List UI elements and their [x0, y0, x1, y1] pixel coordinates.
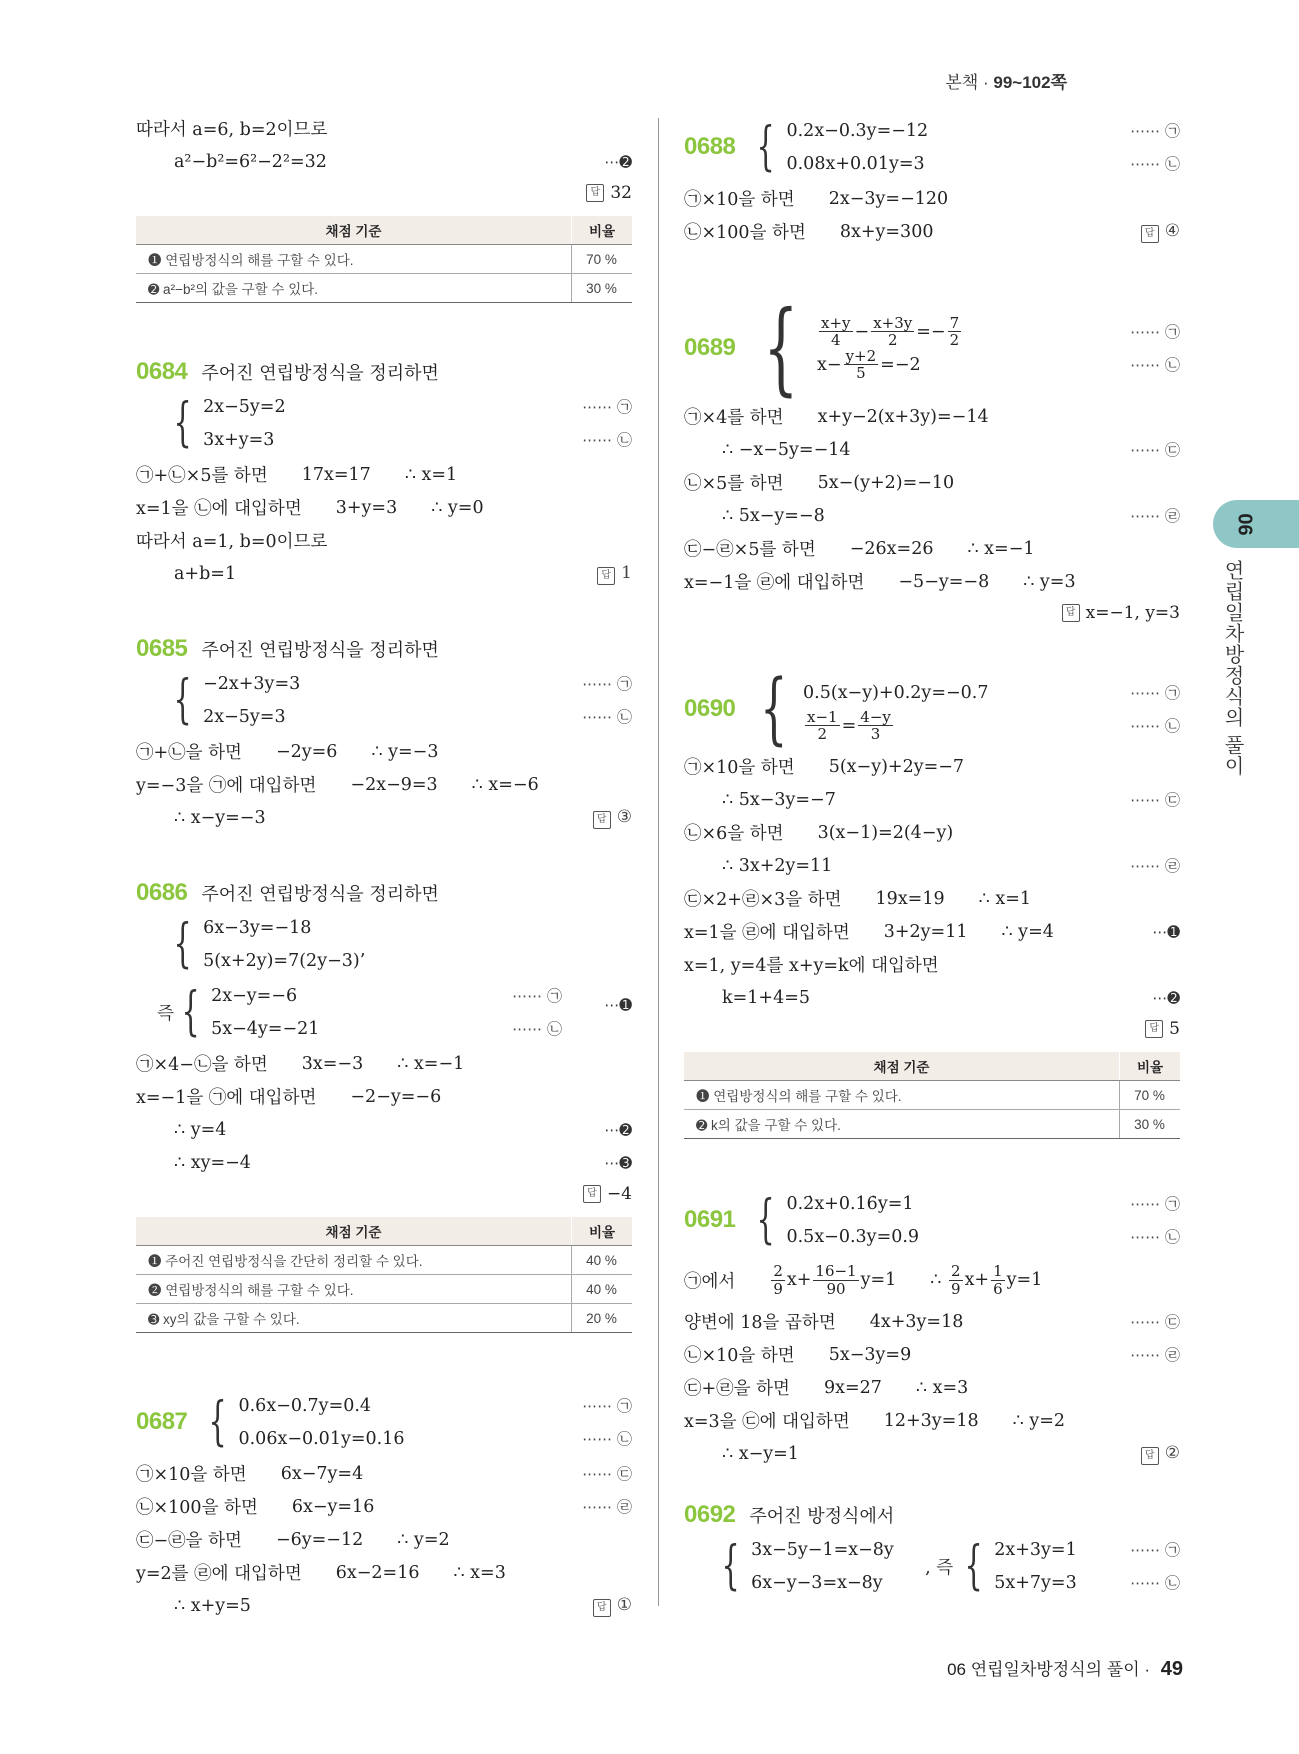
equation-system: { 2x−5y=2 ⋯⋯ ㉠ 3x+y=3 ⋯⋯ ㉡ [173, 393, 632, 453]
brace-icon: { [208, 1392, 228, 1452]
step-marker: ⋯➊ [604, 996, 632, 1014]
answer-value: ④ [1164, 220, 1180, 241]
answer-value: 1 [621, 562, 632, 583]
answer-line [684, 598, 1180, 628]
brace-icon: { [173, 670, 192, 730]
brace-icon: { [763, 289, 799, 406]
problem-number: 0691 [684, 1206, 736, 1233]
grading-table: 채점 기준 비율 ➊ 연립방정식의 해를 구할 수 있다. 70 % ➋ a²−b²의 값을 구할 수 있다. 30 % [136, 216, 632, 303]
table-row: ➊ 연립방정식의 해를 구할 수 있다. 70 % [684, 1081, 1180, 1110]
page-footer: 06 연립일차방정식의 풀이 · 49 [947, 1658, 1183, 1680]
brace-icon: { [756, 1190, 776, 1250]
answer-value: 32 [610, 183, 632, 203]
problem-number: 0684 [136, 357, 188, 385]
problem-number: 0686 [136, 878, 188, 906]
page-range-ref: 본책 · 99~102쪽 [945, 73, 1067, 92]
problem-number: 0687 [136, 1408, 188, 1435]
text-line: 따라서 a=6, b=2이므로 [136, 120, 328, 140]
answer-line [136, 1179, 632, 1209]
brace-icon: { [173, 914, 192, 974]
equation-system: 즉 { 2x−y=−6 ⋯⋯ ㉠ 5x−4y=−21 ⋯⋯ ㉡ ⋯➊ [157, 982, 632, 1042]
table-row: ➌ xy의 값을 구할 수 있다. 20 % [136, 1304, 632, 1333]
grading-table: 채점 기준 비율 ➊ 주어진 연립방정식을 간단히 정리할 수 있다. 40 % ➋ 연립방정식의 해를 구할 수 있다. 40 % ➌ xy의 값을 구할 수 있다. 20 % [136, 1217, 632, 1333]
problem-number: 0692 [684, 1500, 736, 1528]
answer-icon: 답 [1141, 1447, 1159, 1465]
page-range: 99~102쪽 [993, 73, 1067, 92]
brace-icon: { [181, 982, 200, 1042]
equation-system: { −2x+3y=3 ⋯⋯ ㉠ 2x−5y=3 ⋯⋯ ㉡ [173, 670, 632, 730]
answer-value: ② [1164, 1442, 1180, 1463]
answer-value: x=−1, y=3 [1085, 603, 1180, 623]
brace-icon: { [760, 664, 788, 754]
answer-icon: 답 [1062, 604, 1080, 622]
problem-0685-heading: 0685 주어진 연립방정식을 정리하면 [136, 634, 439, 662]
table-row: ➋ 연립방정식의 해를 구할 수 있다. 40 % [136, 1275, 632, 1304]
brace-icon: { [964, 1536, 983, 1596]
book-label: 본책 [945, 73, 979, 92]
problem-0684-heading: 0684 주어진 연립방정식을 정리하면 [136, 357, 439, 385]
brace-icon: { [173, 393, 192, 453]
step-marker: ⋯➋ [604, 152, 632, 171]
brace-icon: { [721, 1536, 740, 1596]
problem-number: 0685 [136, 634, 188, 662]
answer-icon: 답 [593, 811, 611, 829]
table-row: ➋ k의 값을 구할 수 있다. 30 % [684, 1110, 1180, 1139]
equation-system: { 3x−5y−1=x−8y 6x−y−3=x−8y , 즉 { 2x+3y=1 ⋯⋯ ㉠ 5x+7y=3 ⋯⋯ ㉡ [721, 1536, 1180, 1596]
text-line: a²−b²=6²−2²=32 ⋯➋ [174, 151, 632, 172]
grading-table: 채점 기준 비율 ➊ 연립방정식의 해를 구할 수 있다. 70 % ➋ k의 값을 구할 수 있다. 30 % [684, 1052, 1180, 1139]
problem-0690-heading: 0690 { 0.5(x−y)+0.2y=−0.7 ⋯⋯ ㉠ $\frac{x-1}{2}$ = $\frac{4-y}{3}$ ⋯⋯ ㉡ [684, 664, 1180, 754]
step-marker: ⋯➌ [604, 1153, 632, 1172]
problem-0688-heading: 0688 { 0.2x−0.3y=−12 ⋯⋯ ㉠ 0.08x+0.01y=3 ⋯⋯ ㉡ [684, 117, 1180, 177]
problem-number: 0688 [684, 133, 736, 160]
answer-icon: 답 [583, 1185, 601, 1203]
left-column: 따라서 a=6, b=2이므로 a²−b²=6²−2²=32 ⋯➋ 답 32 채점 기준 비율 ➊ 연립방정식의 해를 구할 수 있다. 70 % ➋ a²−b²의 값을 구할 수 있다. 30 % 0684 주어진 연립방정식을 정리하면 { 2x−5y=2 ⋯⋯ ㉠ 3x+y=3 ⋯⋯ ㉡ ㉠+㉡×5를 하면 17x=17 ∴ x=1 x=1을 ㉡에 대입하면 3+y=3 ∴ y=0 따라서 a=1, b=0이므로 a+b=1 답 1 0685 주어진 연립방정식을 정리하면 { −2x+3y=3 ⋯⋯ ㉠ 2x−5y=3 ⋯⋯ ㉡ ㉠+㉡을 하면 −2y=6 ∴ y=−3 y=−3을 ㉠에 대입하면 −2x−9=3 ∴ x=−6 ∴ x−y=−3 답 ③ 0686 주어진 연립방정식을 정리하면 { 6x−3y=−18 5(x+2y)=7(2y−3)’ 즉 { 2x−y=−6 ⋯⋯ ㉠ 5x−4y=−21 ⋯⋯ ㉡ ⋯➊ ㉠×4−㉡을 하면 3x=−3 ∴ x=−1 x=−1을 ㉠에 대입하면 −2−y=−6 ∴ y=4 ⋯➋ ∴ xy=−4 ⋯➌ 답 −4 채점 기준 비율 ➊ 주어진 연립방정식을 간단히 정리할 수 있다. 40 % ➋ 연립방정식의 해를 구할 수 있다. 40 % ➌ xy의 값을 구할 수 있다. 20 % 0687 { 0.6x−0.7y=0.4 ⋯⋯ ㉠ 0.06x−0.01y=0.16 ⋯⋯ ㉡ ㉠×10을 하면 6x−7y=4 ⋯⋯ ㉢ ㉡×100을 하면 6x−y=16 ⋯⋯ ㉣ ㉢−㉣을 하면 −6y=−12 ∴ y=2 y=2를 ㉣에 대입하면 6x−2=16 ∴ x=3 ∴ x+y=5 답 ① [136, 112, 632, 1622]
answer-icon: 답 [1141, 225, 1159, 243]
chapter-name: 06 연립일차방정식의 풀이 [947, 1660, 1140, 1679]
chapter-side-title: 연립일차방정식의 풀이 [1221, 560, 1243, 777]
answer-value: 5 [1169, 1019, 1180, 1039]
step-marker: ⋯➋ [1152, 988, 1180, 1007]
problem-number: 0690 [684, 695, 736, 722]
step-marker: ⋯➊ [1152, 922, 1180, 941]
answer-icon: 답 [597, 567, 615, 585]
table-row: ➋ a²−b²의 값을 구할 수 있다. 30 % [136, 274, 632, 303]
table-row: ➊ 연립방정식의 해를 구할 수 있다. 70 % [136, 245, 632, 274]
page-number: 49 [1160, 1658, 1183, 1680]
table-row: ➊ 주어진 연립방정식을 간단히 정리할 수 있다. 40 % [136, 1246, 632, 1275]
answer-line [684, 1014, 1180, 1044]
problem-0691-heading: 0691 { 0.2̇x+0.16̇y=1 ⋯⋯ ㉠ 0.5x−0.3y=0.9 ⋯⋯ ㉡ [684, 1190, 1180, 1250]
step-marker: ⋯➋ [604, 1120, 632, 1139]
equation-system: { 6x−3y=−18 5(x+2y)=7(2y−3)’ [173, 914, 366, 974]
answer-line [136, 178, 632, 208]
answer-icon: 답 [1145, 1020, 1163, 1038]
problem-0689-heading: 0689 { $\frac{x+y}{4}$ − $\frac{x+3y}{2}$ =− $\frac{7}{2}$ ⋯⋯ ㉠ x− $\frac{y+2}{5}$ =−2 ⋯⋯ ㉡ [684, 289, 1180, 406]
answer-value: ③ [616, 806, 632, 827]
problem-0687-heading: 0687 { 0.6x−0.7y=0.4 ⋯⋯ ㉠ 0.06x−0.01y=0.16 ⋯⋯ ㉡ [136, 1392, 632, 1452]
answer-icon: 답 [586, 184, 604, 202]
brace-icon: { [756, 117, 776, 177]
answer-icon: 답 [593, 1599, 611, 1617]
problem-0686-heading: 0686 주어진 연립방정식을 정리하면 [136, 878, 439, 906]
answer-value: ① [616, 1594, 632, 1615]
problem-0692-heading: 0692 주어진 방정식에서 [684, 1500, 895, 1528]
problem-number: 0689 [684, 334, 736, 361]
answer-value: −4 [606, 1184, 632, 1204]
right-column: 0688 { 0.2x−0.3y=−12 ⋯⋯ ㉠ 0.08x+0.01y=3 ⋯⋯ ㉡ ㉠×10을 하면 2x−3y=−120 ㉡×100을 하면 8x+y=300 답 ④ 0689 { $\frac{x+y}{4}$ − $\frac{x+3y}{2}$ =− $\frac{7}{2}$ ⋯⋯ ㉠ x− $\frac{y+2}{5}$ =−2 ⋯⋯ ㉡ ㉠×4를 하면 x+y−2(x+3y)=−14 ∴ −x−5y=−14 ⋯⋯ ㉢ ㉡×5를 하면 5x−(y+2)=−10 ∴ 5x−y=−8 ⋯⋯ ㉣ ㉢−㉣×5를 하면 −26x=26 ∴ x=−1 x=−1을 ㉣에 대입하면 −5−y=−8 ∴ y=3 답 x=−1, y=3 0690 { 0.5(x−y)+0.2y=−0.7 ⋯⋯ ㉠ $\frac{x-1}{2}$ = $\frac{4-y}{3}$ ⋯⋯ ㉡ ㉠×10을 하면 5(x−y)+2y=−7 ∴ 5x−3y=−7 ⋯⋯ ㉢ ㉡×6을 하면 3(x−1)=2(4−y) ∴ 3x+2y=11 ⋯⋯ ㉣ ㉢×2+㉣×3을 하면 19x=19 ∴ x=1 x=1을 ㉣에 대입하면 3+2y=11 ∴ y=4 ⋯➊ x=1, y=4를 x+y=k에 대입하면 k=1+4=5 ⋯➋ 답 5 채점 기준 비율 ➊ 연립방정식의 해를 구할 수 있다. 70 % ➋ k의 값을 구할 수 있다. 30 % 0691 { 0.2̇x+0.16̇y=1 ⋯⋯ ㉠ 0.5x−0.3y=0.9 ⋯⋯ ㉡ ㉠에서 $\frac{2}{9}$ x+ $\frac{16-1}{90}$ y=1 ∴ $\frac{2}{9}$ x+ $\frac{1}{6}$ y=1 양변에 18을 곱하면 4x+3y=18 ⋯⋯ ㉢ ㉡×10을 하면 5x−3y=9 ⋯⋯ ㉣ ㉢+㉣을 하면 9x=27 ∴ x=3 x=3을 ㉢에 대입하면 12+3y=18 ∴ y=2 ∴ x−y=1 답 ② 0692 주어진 방정식에서 { 3x−5y−1=x−8y 6x−y−3=x−8y , 즉 { 2x+3y=1 ⋯⋯ ㉠ 5x+7y=3 ⋯⋯ ㉡ [684, 112, 1180, 1601]
chapter-tab: 06 [1213, 500, 1299, 548]
column-divider [658, 118, 659, 1606]
